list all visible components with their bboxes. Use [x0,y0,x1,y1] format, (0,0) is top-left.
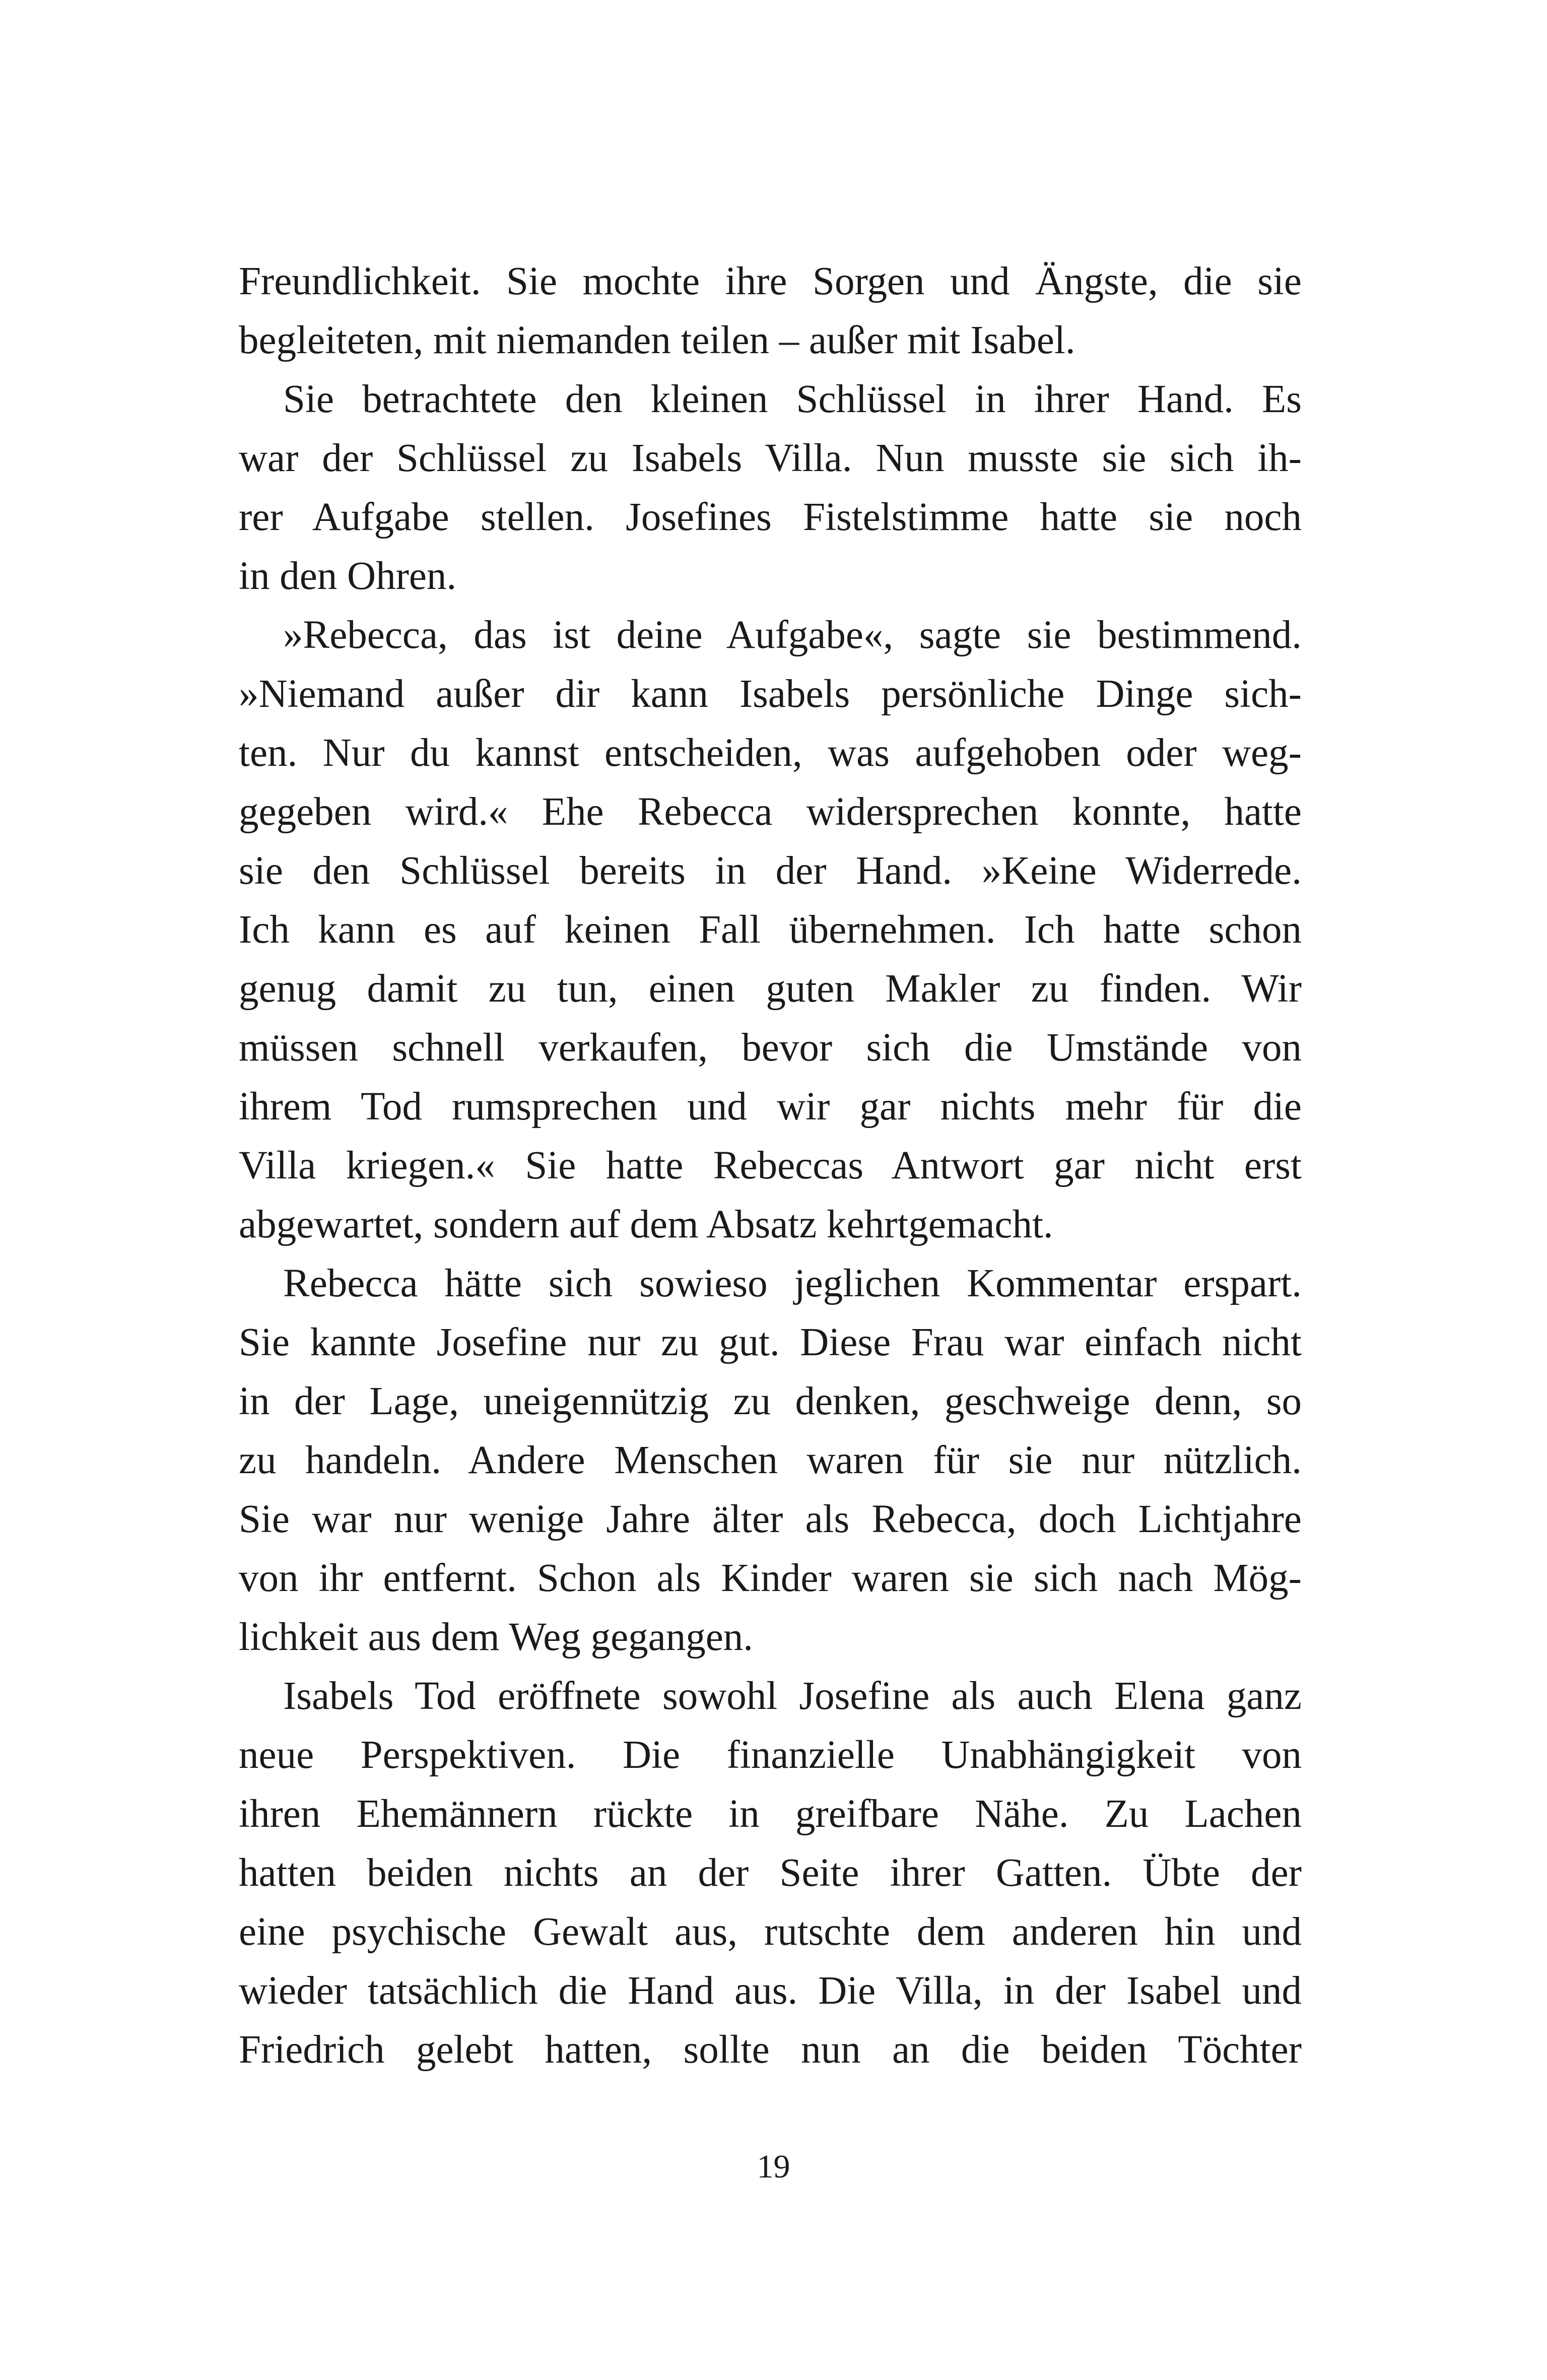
text-line: ten. Nur du kannst entscheiden, was aufgehoben oder weg- [239,731,1302,775]
text-line: Freundlichkeit. Sie mochte ihre Sorgen und Ängste, die sie [239,259,1302,303]
text-line: wieder tatsächlich die Hand aus. Die Villa, in der Isabel und [239,1969,1302,2013]
text-line: Sie betrachtete den kleinen Schlüssel in ihrer Hand. Es [283,377,1302,421]
text-line: Ich kann es auf keinen Fall übernehmen. Ich hatte schon [239,908,1302,952]
text-line: »Rebecca, das ist deine Aufgabe«, sagte sie bestimmend. [283,613,1302,657]
body-text [239,252,1302,2079]
text-line: abgewartet, sondern auf dem Absatz kehrtgemacht. [239,1203,1053,1246]
text-line: gegeben wird.« Ehe Rebecca widersprechen konnte, hatte [239,790,1302,834]
text-line: war der Schlüssel zu Isabels Villa. Nun musste sie sich ih- [239,436,1302,480]
text-line: ihrem Tod rumsprechen und wir gar nichts mehr für die [239,1085,1302,1129]
text-line: ihren Ehemännern rückte in greifbare Nähe. Zu Lachen [239,1792,1302,1836]
text-line: Rebecca hätte sich sowieso jeglichen Kommentar erspart. [283,1262,1302,1305]
text-line: müssen schnell verkaufen, bevor sich die Umstände von [239,1026,1302,1070]
text-line: lichkeit aus dem Weg gegangen. [239,1615,754,1659]
text-line: Friedrich gelebt hatten, sollte nun an die beiden Töchter [239,2028,1302,2072]
text-line: Villa kriegen.« Sie hatte Rebeccas Antwort gar nicht erst [239,1144,1302,1187]
text-line: eine psychische Gewalt aus, rutschte dem anderen hin und [239,1910,1302,1954]
text-line: Isabels Tod eröffnete sowohl Josefine als auch Elena ganz [283,1674,1302,1718]
text-line: in den Ohren. [239,554,457,598]
text-line: zu handeln. Andere Menschen waren für sie nur nützlich. [239,1438,1302,1482]
page-number: 19 [757,2148,790,2185]
text-line: Sie war nur wenige Jahre älter als Rebecca, doch Lichtjahre [239,1497,1302,1541]
text-line: neue Perspektiven. Die finanzielle Unabhängigkeit von [239,1733,1302,1777]
text-line: genug damit zu tun, einen guten Makler zu finden. Wir [239,967,1302,1011]
text-line: Sie kannte Josefine nur zu gut. Diese Frau war einfach nicht [239,1320,1302,1364]
text-line: begleiteten, mit niemanden teilen – außer mit Isabel. [239,318,1075,362]
text-line: von ihr entfernt. Schon als Kinder waren sie sich nach Mög- [239,1556,1302,1600]
text-line: »Niemand außer dir kann Isabels persönliche Dinge sich- [239,672,1302,716]
text-line: sie den Schlüssel bereits in der Hand. »Keine Widerrede. [239,849,1302,893]
text-line: in der Lage, uneigennützig zu denken, geschweige denn, so [239,1379,1302,1423]
text-line: rer Aufgabe stellen. Josefines Fistelstimme hatte sie noch [239,495,1302,539]
text-line: hatten beiden nichts an der Seite ihrer Gatten. Übte der [239,1851,1302,1895]
